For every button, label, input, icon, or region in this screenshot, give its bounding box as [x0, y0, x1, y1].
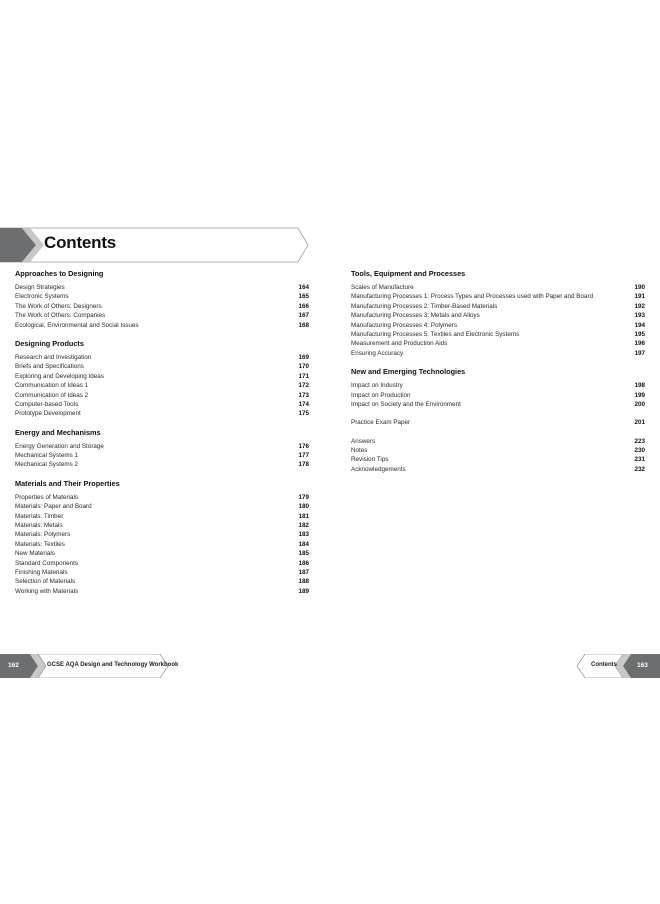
- entry-page-number: 194: [634, 321, 645, 329]
- section-heading: New and Emerging Technologies: [351, 367, 466, 377]
- entry-title: Acknowledgements: [351, 465, 406, 473]
- contents-section: [351, 437, 645, 475]
- contents-entry[interactable]: [351, 381, 645, 390]
- entry-page-number: 193: [634, 312, 645, 320]
- entry-page-number: 184: [298, 540, 309, 548]
- entry-title: Computer-based Tools: [15, 400, 79, 408]
- entry-title: Mechanical Systems 1: [15, 452, 78, 460]
- contents-entry[interactable]: [15, 540, 309, 549]
- entry-title: Ensuring Accuracy: [351, 349, 404, 357]
- contents-right-column: [351, 269, 645, 483]
- entry-title: Manufacturing Processes 5: Textiles and Electronic Systems: [351, 330, 520, 338]
- entry-title: Energy Generation and Storage: [15, 442, 104, 450]
- entry-title: Design Strategies: [15, 284, 65, 291]
- entry-page-number: 175: [298, 410, 309, 418]
- contents-entry[interactable]: [15, 372, 309, 381]
- contents-entry[interactable]: [15, 409, 309, 418]
- entry-title: Properties of Materials: [15, 493, 78, 501]
- entry-title: Materials: Polymers: [15, 531, 71, 539]
- entry-page-number: 171: [298, 372, 309, 380]
- contents-section: [351, 367, 645, 409]
- entry-page-number: 230: [634, 447, 645, 455]
- entry-title: Manufacturing Processes 2: Timber-Based Materials: [351, 302, 498, 310]
- entry-title: Notes: [351, 447, 368, 455]
- contents-entry[interactable]: [351, 418, 645, 427]
- contents-entry[interactable]: [15, 283, 309, 292]
- contents-section: [15, 269, 309, 330]
- contents-entry[interactable]: [15, 460, 309, 469]
- contents-section: [351, 269, 645, 358]
- entry-title: Manufacturing Processes 3: Metals and Alloys: [351, 312, 480, 320]
- entry-page-number: 166: [298, 302, 309, 310]
- entry-title: Communication of Ideas 1: [15, 382, 89, 390]
- entry-page-number: 181: [298, 512, 309, 520]
- contents-entry[interactable]: [15, 442, 309, 451]
- contents-entry[interactable]: [351, 330, 645, 339]
- contents-entry[interactable]: [15, 493, 309, 502]
- contents-entry[interactable]: [15, 321, 309, 330]
- section-heading: Tools, Equipment and Processes: [351, 269, 466, 278]
- entry-page-number: 191: [634, 293, 645, 301]
- entry-title: The Work of Others: Designers: [15, 302, 102, 310]
- contents-entry[interactable]: [15, 400, 309, 409]
- entry-title: Scales of Manufacture: [351, 284, 414, 291]
- entry-page-number: 164: [298, 284, 309, 291]
- contents-entry[interactable]: [15, 577, 309, 586]
- entry-title: Electronic Systems: [15, 293, 69, 301]
- contents-entry[interactable]: [15, 451, 309, 460]
- entry-title: Practice Exam Paper: [351, 419, 411, 427]
- entry-title: Materials: Paper and Board: [15, 503, 92, 511]
- contents-entry[interactable]: [15, 353, 309, 362]
- entry-page-number: 168: [298, 321, 309, 329]
- entry-page-number: 231: [634, 456, 645, 464]
- contents-entry[interactable]: [351, 446, 645, 455]
- entry-title: Manufacturing Processes 1: Process Types and Processes used with Paper and Board: [351, 293, 594, 301]
- entry-page-number: 201: [634, 419, 645, 427]
- entry-page-number: 179: [298, 493, 309, 501]
- entry-page-number: 187: [298, 568, 309, 576]
- contents-entry[interactable]: [15, 512, 309, 521]
- contents-entry[interactable]: [15, 502, 309, 511]
- footer-left-page-number: 162: [8, 662, 19, 669]
- entry-title: Materials: Metals: [15, 522, 63, 530]
- contents-section: [15, 428, 309, 470]
- contents-entry[interactable]: [15, 587, 309, 596]
- contents-entry[interactable]: [351, 302, 645, 311]
- entry-page-number: 195: [634, 330, 645, 338]
- contents-entry[interactable]: [351, 339, 645, 348]
- entry-title: Prototype Development: [15, 410, 81, 418]
- entry-title: Manufacturing Processes 4: Polymers: [351, 321, 458, 329]
- contents-entry[interactable]: [15, 381, 309, 390]
- contents-entry[interactable]: [15, 292, 309, 301]
- entry-page-number: 182: [298, 522, 309, 530]
- contents-entry[interactable]: [15, 311, 309, 320]
- contents-entry[interactable]: [15, 559, 309, 568]
- contents-entry[interactable]: [351, 437, 645, 446]
- entry-page-number: 178: [298, 461, 309, 469]
- entry-page-number: 192: [634, 302, 645, 310]
- entry-page-number: 185: [298, 550, 309, 558]
- contents-entry[interactable]: [15, 549, 309, 558]
- entry-title: Research and Investigation: [15, 353, 92, 361]
- entry-page-number: 180: [298, 503, 309, 511]
- contents-entry[interactable]: [351, 349, 645, 358]
- section-heading: Materials and Their Properties: [15, 478, 120, 488]
- entry-page-number: 198: [634, 382, 645, 390]
- entry-page-number: 183: [298, 531, 309, 539]
- contents-entry[interactable]: [351, 465, 645, 474]
- entry-title: Measurement and Production Aids: [351, 340, 448, 348]
- entry-title: Selection of Materials: [15, 578, 76, 586]
- entry-title: Communication of Ideas 2: [15, 391, 89, 399]
- contents-entry[interactable]: [351, 391, 645, 400]
- entry-title: Standard Components: [15, 559, 79, 567]
- contents-section: [351, 418, 645, 427]
- entry-title: Impact on Society and the Environment: [351, 400, 461, 408]
- entry-title: Impact on Industry: [351, 382, 403, 390]
- entry-page-number: 186: [298, 559, 309, 567]
- entry-page-number: 170: [298, 363, 309, 371]
- entry-title: Materials: Timber: [15, 512, 64, 520]
- section-heading: Energy and Mechanisms: [15, 427, 101, 437]
- page-title: Contents: [44, 233, 117, 252]
- contents-entry[interactable]: [15, 362, 309, 371]
- contents-entry[interactable]: [351, 283, 645, 292]
- entry-title: Impact on Production: [351, 391, 411, 399]
- contents-entry[interactable]: [351, 321, 645, 330]
- contents-entry[interactable]: [15, 530, 309, 539]
- contents-entry[interactable]: [351, 455, 645, 464]
- entry-title: Ecological, Environmental and Social Issues: [15, 321, 139, 329]
- entry-title: Answers: [351, 437, 376, 445]
- entry-page-number: 174: [298, 400, 309, 408]
- footer-book-title: GCSE AQA Design and Technology Workbook: [47, 662, 179, 668]
- entry-title: Working with Materials: [15, 587, 79, 595]
- entry-title: Exploring and Developing Ideas: [15, 372, 104, 380]
- entry-title: New Materials: [15, 550, 55, 558]
- footer-right-label: Contents: [591, 662, 617, 668]
- contents-entry[interactable]: [351, 292, 645, 301]
- entry-page-number: 232: [634, 465, 645, 473]
- contents-entry[interactable]: [15, 568, 309, 577]
- contents-section: [15, 479, 309, 596]
- entry-page-number: 167: [298, 312, 309, 320]
- entry-page-number: 197: [634, 349, 645, 357]
- contents-left-column: [15, 269, 309, 605]
- contents-entry[interactable]: [15, 521, 309, 530]
- entry-page-number: 200: [634, 400, 645, 408]
- entry-title: Revision Tips: [351, 456, 389, 464]
- entry-title: Briefs and Specifications: [15, 363, 84, 371]
- entry-page-number: 176: [298, 442, 309, 450]
- entry-title: Mechanical Systems 2: [15, 461, 78, 469]
- contents-entry[interactable]: [351, 400, 645, 409]
- entry-page-number: 189: [298, 587, 309, 595]
- entry-page-number: 196: [634, 340, 645, 348]
- entry-page-number: 177: [298, 452, 309, 460]
- entry-title: The Work of Others: Companies: [15, 312, 106, 320]
- contents-entry[interactable]: [15, 302, 309, 311]
- section-heading: Approaches to Designing: [15, 269, 104, 278]
- entry-page-number: 172: [298, 382, 309, 390]
- contents-section: [15, 339, 309, 419]
- entry-title: Finishing Materials: [15, 568, 68, 576]
- contents-entry[interactable]: [15, 391, 309, 400]
- entry-page-number: 165: [298, 293, 309, 301]
- entry-title: Materials: Textiles: [15, 540, 65, 548]
- entry-page-number: 190: [634, 284, 645, 291]
- section-heading: Designing Products: [15, 338, 84, 348]
- entry-page-number: 223: [634, 437, 645, 445]
- footer-right-page-number: 163: [637, 662, 648, 669]
- entry-page-number: 188: [298, 578, 309, 586]
- entry-page-number: 173: [298, 391, 309, 399]
- contents-entry[interactable]: [351, 311, 645, 320]
- entry-page-number: 169: [298, 353, 309, 361]
- entry-page-number: 199: [634, 391, 645, 399]
